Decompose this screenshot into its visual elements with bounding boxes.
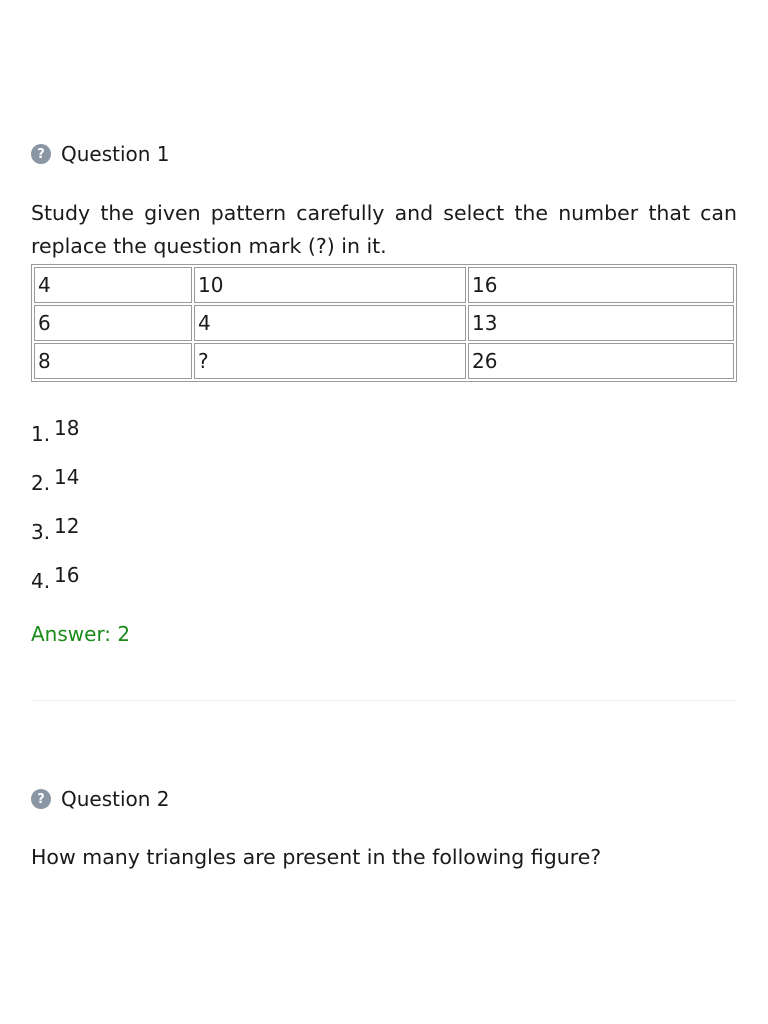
question-1-title: Question 1 [61,142,170,166]
question-2-header [31,787,170,811]
table-cell: ? [194,343,466,379]
option-item[interactable] [31,563,79,612]
table-row [34,267,734,303]
question-2-text: How many triangles are present in the following figure? [31,845,602,869]
option-item[interactable] [31,514,79,563]
table-cell: 4 [194,305,466,341]
divider [31,700,737,701]
question-circle-icon: ? [31,144,51,164]
option-value: 14 [54,465,80,489]
option-number: 4. [31,569,51,593]
option-value: 16 [54,563,80,587]
table-cell: 13 [468,305,734,341]
question-circle-icon: ? [31,789,51,809]
table-cell: 10 [194,267,466,303]
option-value: 12 [54,514,80,538]
table-row [34,305,734,341]
option-value: 18 [54,416,80,440]
table-cell: 6 [34,305,192,341]
table-cell: 4 [34,267,192,303]
option-number: 1. [31,422,51,446]
option-item[interactable] [31,465,79,514]
pattern-table [31,264,737,382]
option-item[interactable] [31,416,79,465]
table-cell: 16 [468,267,734,303]
option-number: 2. [31,471,51,495]
answer-options [31,416,79,612]
answer-text: Answer: 2 [31,622,131,646]
table-cell: 26 [468,343,734,379]
option-number: 3. [31,520,51,544]
question-1-header [31,142,170,166]
table-row [34,343,734,379]
question-1-text: Study the given pattern carefully and select the number that can replace the question mark (?) in it. [31,201,737,258]
question-2-title: Question 2 [61,787,170,811]
table-cell: 8 [34,343,192,379]
